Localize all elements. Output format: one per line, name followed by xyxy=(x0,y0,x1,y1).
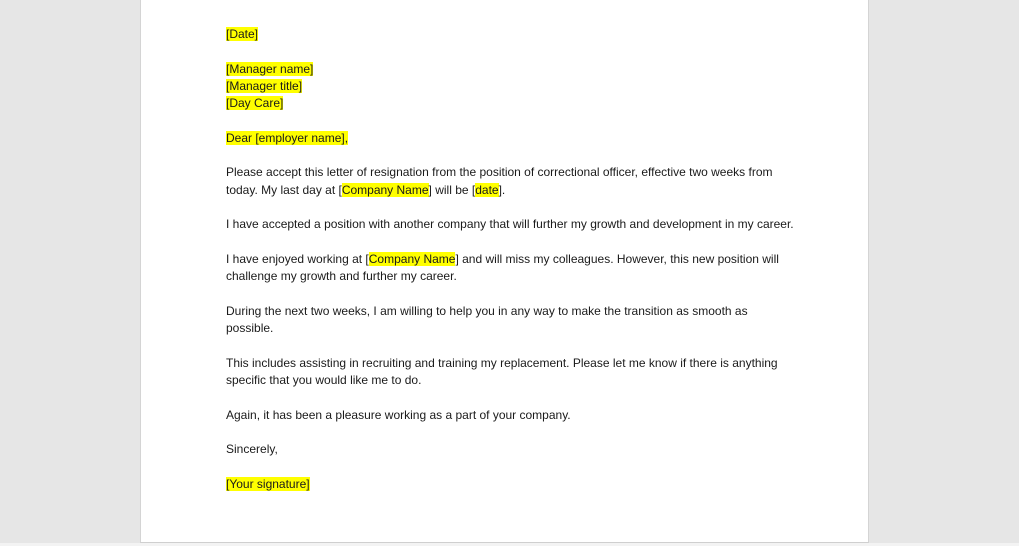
signature-placeholder: [Your signature] xyxy=(226,476,310,491)
day-care-placeholder: [Day Care] xyxy=(226,96,284,111)
paragraph-enjoyed-text-1: I have enjoyed working at [ xyxy=(226,251,369,266)
paragraph-resignation-text-3: ]. xyxy=(498,182,506,197)
paragraph-enjoyed-text-2: ] and will miss my colleagues. However, this new position will challenge my growth and further my career. xyxy=(226,251,779,284)
paragraph-resignation-text-2: ] will be [ xyxy=(428,182,476,197)
paragraph-resignation xyxy=(226,164,796,199)
closing-line: Sincerely, xyxy=(226,442,278,457)
paragraph-enjoyed-working xyxy=(226,251,796,286)
recipient-org-line xyxy=(226,95,796,112)
date-placeholder: [Date] xyxy=(226,27,259,41)
recipient-title-line xyxy=(226,78,796,95)
letter-body[interactable] xyxy=(226,26,796,510)
paragraph-new-position: I have accepted a position with another company that will further my growth and development in my career. xyxy=(226,217,794,232)
paragraph-replacement: This includes assisting in recruiting and training my replacement. Please let me know if there is anything specific that you would like me to do. xyxy=(226,355,778,387)
paragraph-transition: During the next two weeks, I am willing to help you in any way to make the transition as smooth as possible. xyxy=(226,303,748,336)
paragraph-pleasure: Again, it has been a pleasure working as a part of your company. xyxy=(226,407,571,422)
last-day-date-placeholder: date xyxy=(475,182,499,197)
manager-title-placeholder: [Manager title] xyxy=(226,78,303,93)
salutation-placeholder: Dear [employer name], xyxy=(226,130,349,145)
manager-name-placeholder: [Manager name] xyxy=(226,61,314,76)
company-name-placeholder: Company Name xyxy=(341,182,429,197)
paragraph-resignation-text-1: Please accept this letter of resignation from the position of correctional officer, effective two weeks from today. My last day at [ xyxy=(226,165,773,197)
document-page[interactable] xyxy=(140,0,869,543)
recipient-name-line xyxy=(226,61,796,78)
signature-line xyxy=(226,476,796,493)
company-name-placeholder-2: Company Name xyxy=(368,251,456,266)
date-line xyxy=(226,26,796,43)
salutation-line xyxy=(226,130,796,147)
